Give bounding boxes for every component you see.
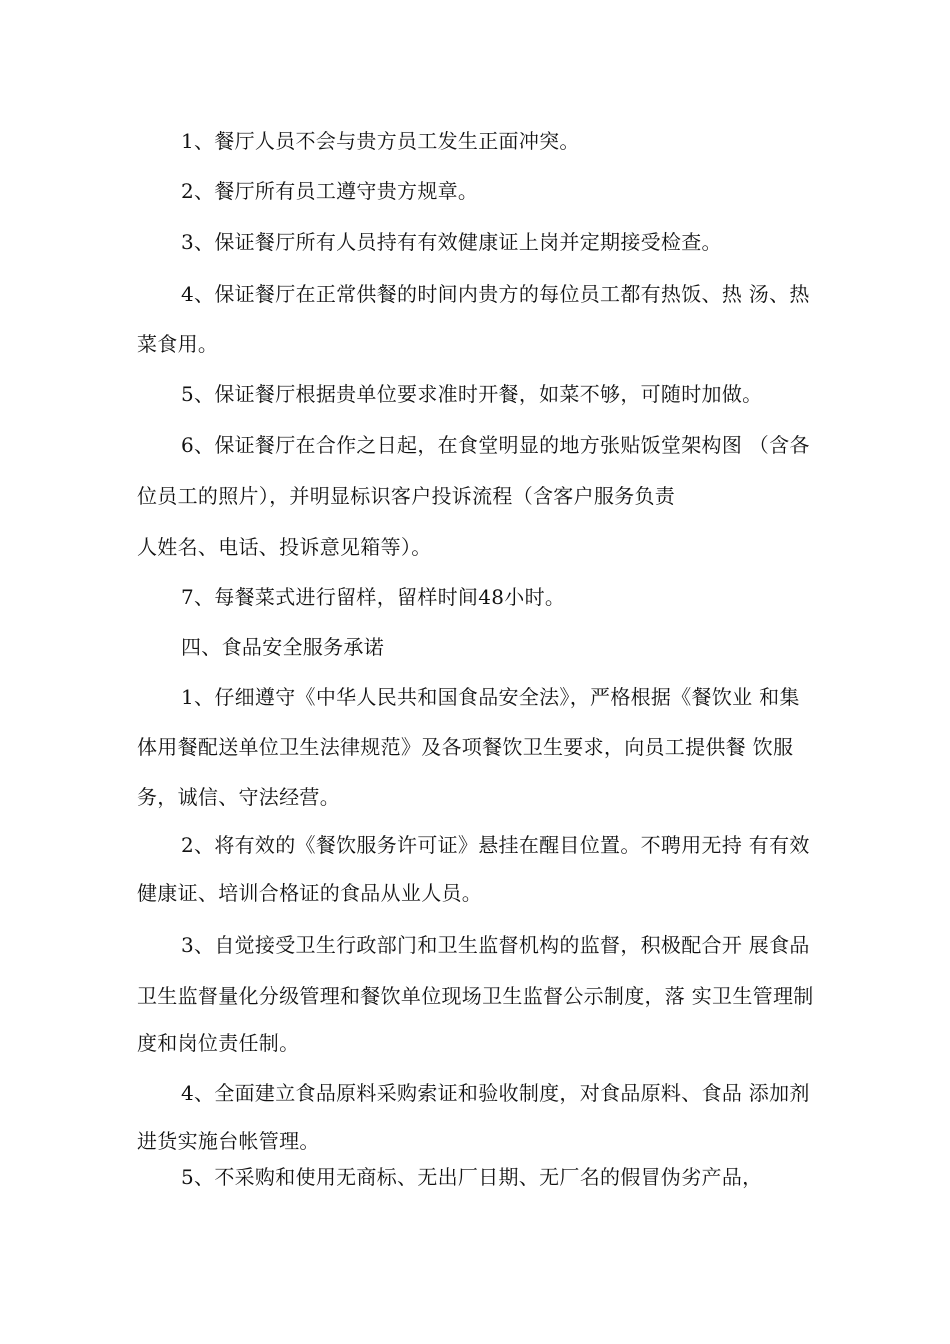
paragraph-line: 4、全面建立食品原料采购索证和验收制度，对食品原料、食品 添加剂 bbox=[181, 1081, 810, 1105]
paragraph-line: 度和岗位责任制。 bbox=[137, 1031, 300, 1055]
paragraph-line: 菜食用。 bbox=[137, 332, 219, 356]
paragraph-line: 人姓名、电话、投诉意见箱等）。 bbox=[137, 535, 432, 559]
section-heading: 四、食品安全服务承诺 bbox=[181, 635, 384, 659]
paragraph-line: 6、保证餐厅在合作之日起，在食堂明显的地方张贴饭堂架构图 （含各 bbox=[181, 433, 810, 457]
paragraph-line: 7、每餐菜式进行留样，留样时间48小时。 bbox=[181, 585, 566, 609]
paragraph-line: 5、不采购和使用无商标、无出厂日期、无厂名的假冒伪劣产品， bbox=[181, 1165, 763, 1189]
paragraph-line: 体用餐配送单位卫生法律规范》及各项餐饮卫生要求，向员工提供餐 饮服 bbox=[137, 735, 794, 759]
paragraph-line: 卫生监督量化分级管理和餐饮单位现场卫生监督公示制度，落 实卫生管理制 bbox=[137, 984, 814, 1008]
paragraph-line: 3、自觉接受卫生行政部门和卫生监督机构的监督，积极配合开 展食品 bbox=[181, 933, 810, 957]
paragraph-line: 1、仔细遵守《中华人民共和国食品安全法》，严格根据《餐饮业 和集 bbox=[181, 685, 800, 709]
paragraph-line: 进货实施台帐管理。 bbox=[137, 1129, 320, 1153]
paragraph-line: 健康证、培训合格证的食品从业人员。 bbox=[137, 881, 483, 905]
paragraph-line: 2、将有效的《餐饮服务许可证》悬挂在醒目位置。不聘用无持 有有效 bbox=[181, 833, 810, 857]
paragraph-line: 务，诚信、守法经营。 bbox=[137, 785, 340, 809]
paragraph-line: 3、保证餐厅所有人员持有有效健康证上岗并定期接受检查。 bbox=[181, 230, 722, 254]
paragraph-line: 位员工的照片），并明显标识客户投诉流程（含客户服务负责 bbox=[137, 484, 676, 508]
paragraph-line: 5、保证餐厅根据贵单位要求准时开餐，如菜不够，可随时加做。 bbox=[181, 382, 763, 406]
paragraph-line: 4、保证餐厅在正常供餐的时间内贵方的每位员工都有热饭、热 汤、热 bbox=[181, 282, 810, 306]
paragraph-line: 2、餐厅所有员工遵守贵方规章。 bbox=[181, 179, 479, 203]
paragraph-line: 1、餐厅人员不会与贵方员工发生正面冲突。 bbox=[181, 129, 580, 153]
